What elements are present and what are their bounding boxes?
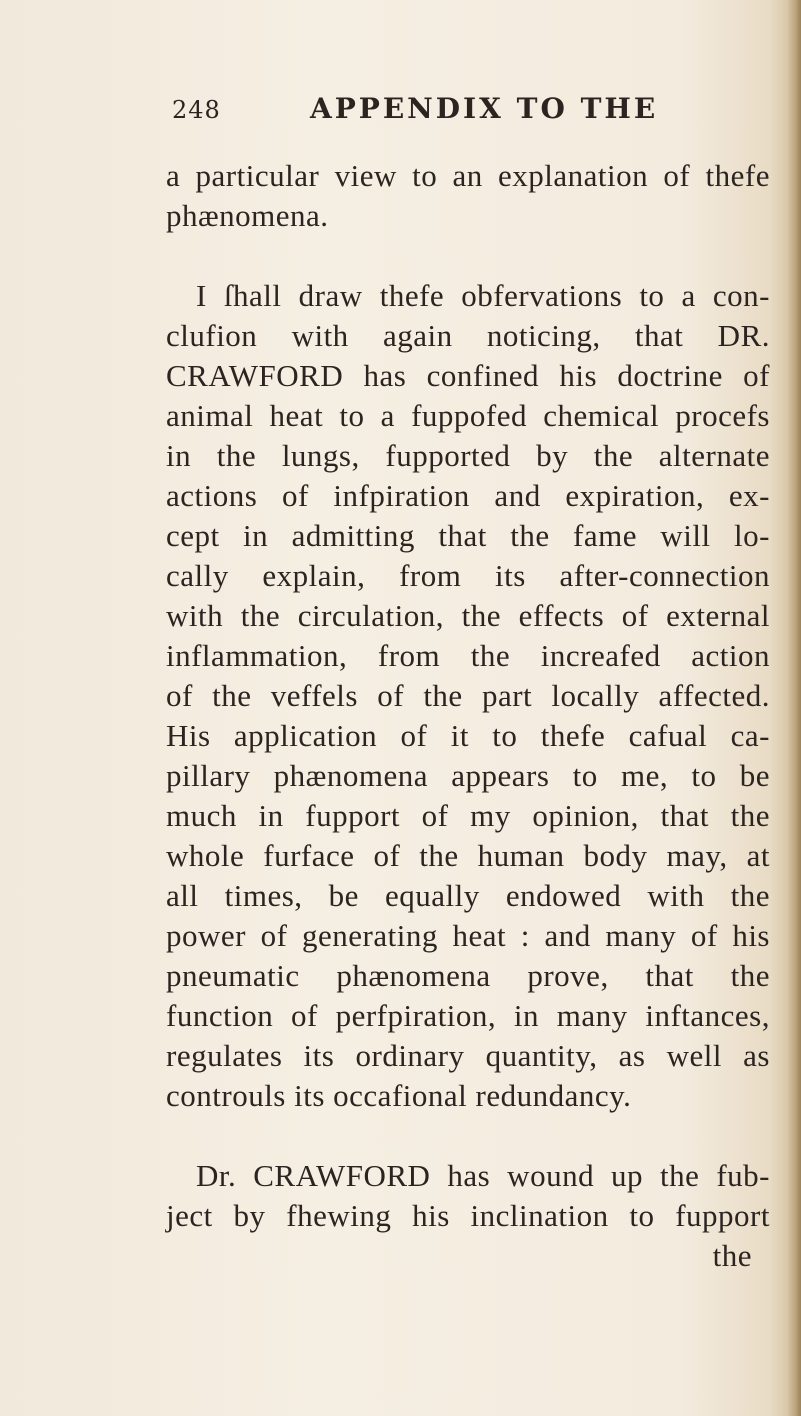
text-line: clufion with again noticing, that DR. [166,318,770,353]
page-number: 248 [172,96,221,124]
text-line: function of perfpiration, in many inftances, [166,998,770,1033]
text-line: controuls its occafional redundancy. [166,1078,632,1113]
page-edge-shadow [787,0,801,1416]
paragraph-break [166,236,770,276]
text-line: Dr. CRAWFORD has wound up the fub- [196,1158,770,1193]
text-line: ject by fhewing his inclination to fupport [166,1198,770,1233]
text-line: with the circulation, the effects of external [166,598,770,633]
running-head: APPENDIX TO THE [310,92,659,125]
text-line: I ſhall draw thefe obfervations to a con- [196,278,770,313]
text-line: His application of it to thefe cafual ca- [166,718,770,753]
text-line: CRAWFORD has confined his doctrine of [166,358,770,393]
text-line: inflammation, from the increafed action [166,638,770,673]
text-line: actions of infpiration and expiration, ex- [166,478,770,513]
text-line: pillary phænomena appears to me, to be [166,758,770,793]
body-text [166,156,770,1276]
text-line: cally explain, from its after-connection [166,558,770,593]
catchword: the [712,1238,752,1273]
text-line: pneumatic phænomena prove, that the [166,958,770,993]
paragraph-break [166,1116,770,1156]
text-line: animal heat to a fuppofed chemical procefs [166,398,770,433]
text-line: much in fupport of my opinion, that the [166,798,770,833]
text-line: phænomena. [166,198,329,233]
text-line: regulates its ordinary quantity, as well as [166,1038,770,1073]
text-line: all times, be equally endowed with the [166,878,770,913]
text-line: whole furface of the human body may, at [166,838,770,873]
text-line: a particular view to an explanation of thefe [166,158,770,193]
text-line: in the lungs, fupported by the alternate [166,438,770,473]
text-line: power of generating heat : and many of his [166,918,770,953]
text-line: cept in admitting that the fame will lo- [166,518,770,553]
page-header [172,92,659,132]
text-line: of the veffels of the part locally affected. [166,678,770,713]
